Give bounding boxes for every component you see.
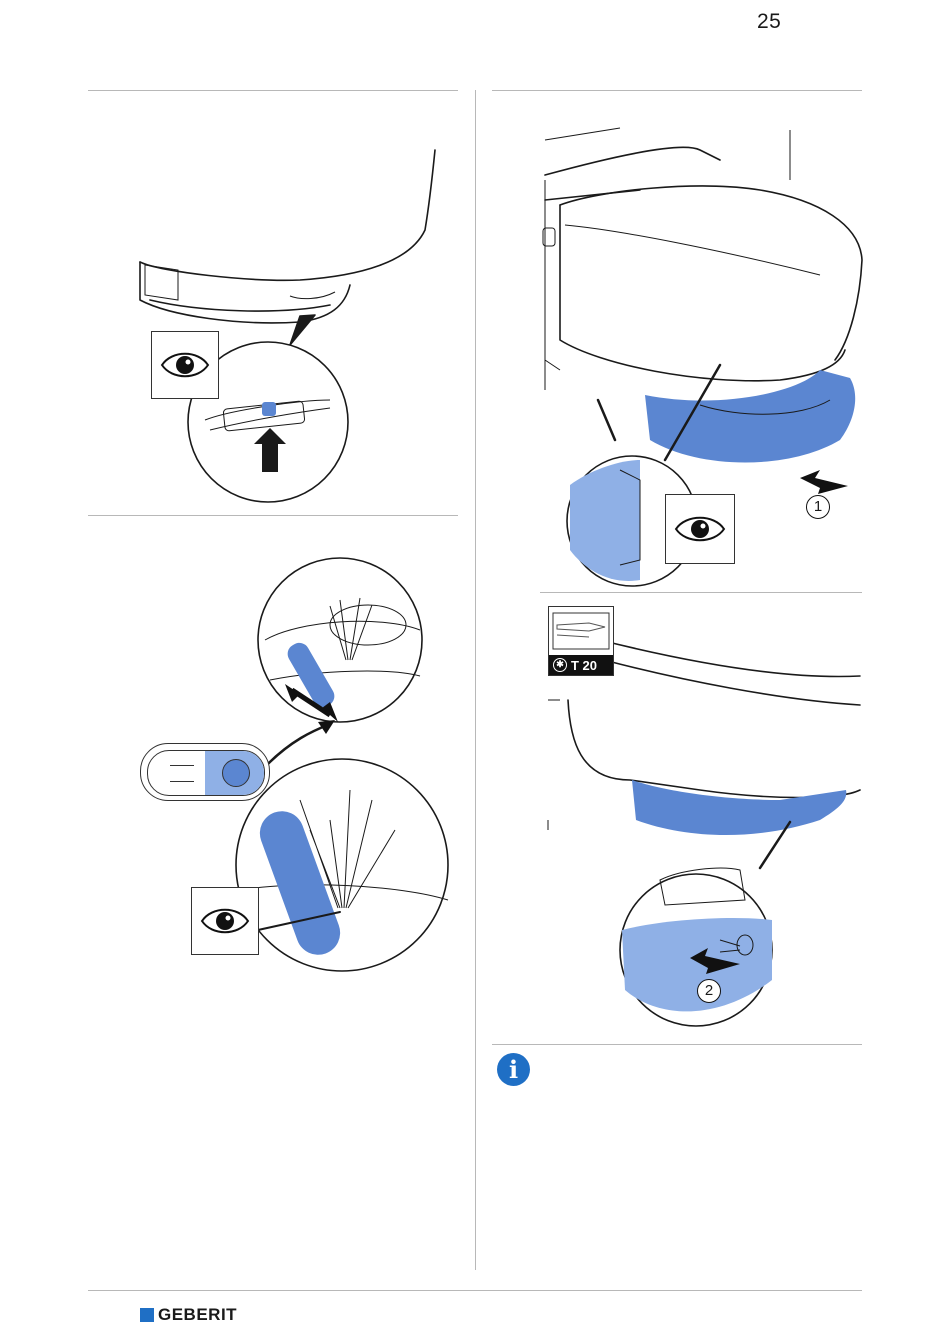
- logo-text: GEBERIT: [158, 1305, 238, 1324]
- callout-number-2: 2: [697, 979, 721, 1003]
- tool-screwdriver: [548, 606, 614, 676]
- tool-size: T 20: [571, 657, 598, 673]
- page-number: 25: [757, 10, 782, 33]
- brand-logo: [140, 1305, 237, 1325]
- logo-square: [140, 1308, 154, 1322]
- tool-label: [549, 655, 613, 675]
- callout-number-1: 1: [806, 495, 830, 519]
- torx-icon: ✱: [553, 658, 567, 672]
- info-icon: i: [497, 1053, 530, 1086]
